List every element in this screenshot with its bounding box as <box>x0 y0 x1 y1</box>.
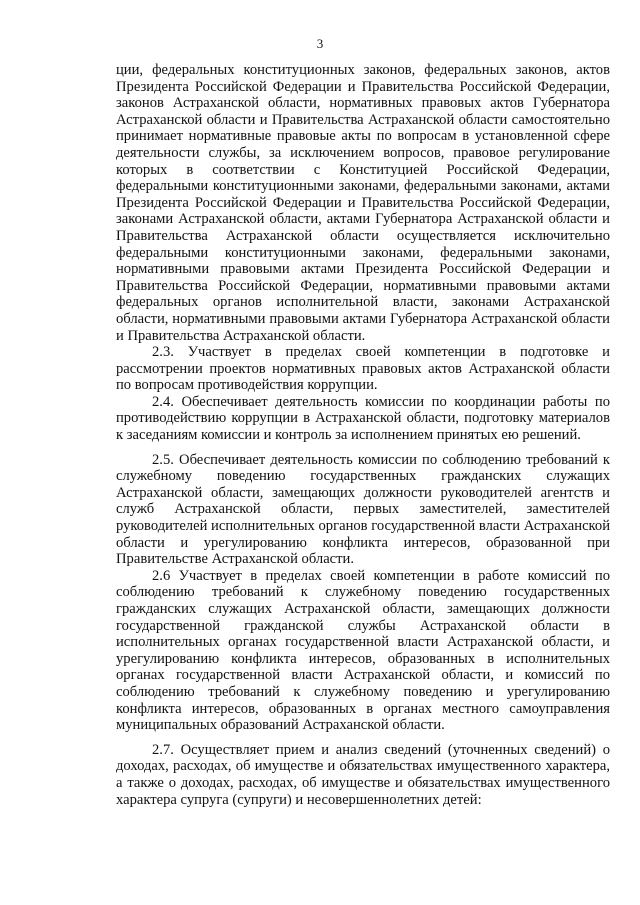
document-body <box>116 62 610 808</box>
paragraph-2-5: 2.5. Обеспечивает деятельность комиссии по соблюдению требований к служебному поведению государственных гражданских служащих Астраханской области, замещающих должности руководителей агентств и служб Астраханской области, первых заместителей, заместителей руководителей исполнительных органов государственной власти Астраханской области и урегулированию конфликта интересов, образованной при Правительстве Астраханской области. <box>116 451 610 568</box>
paragraph-2-7: 2.7. Осуществляет прием и анализ сведений (уточненных сведений) о доходах, расходах, об имуществе и обязательствах имущественного характера, а также о доходах, расходах, об имуществе и обязательствах имущественного характера супруга (супруги) и несовершеннолетних детей: <box>116 741 610 808</box>
paragraph-continuation: ции, федеральных конституционных законов, федеральных законов, актов Президента Российской Федерации и Правительства Российской Федерации, законов Астраханской области, нормативных правовых актов Губернатора Астраханской области и Правительства Астраханской области самостоятельно принимает нормативные правовые акты по вопросам в установленной сфере деятельности службы, за исключением вопросов, правовое регулирование которых в соответствии с Конституцией Российской Федерации, федеральными конституционными законами, федеральными законами, актами Президента Российской Федерации и Правительства Российской Федерации, законами Астраханской области, актами Губернатора Астраханской области и Правительства Астраханской области осуществляется исключительно федеральными конституционными законами, федеральными законами, нормативными правовыми актами Президента Российской Федерации и Правительства Российской Федерации, нормативными правовыми актами федеральных органов исполнительной власти, законами Астраханской области, нормативными правовыми актами Губернатора Астраханской области и Правительства Астраханской области. <box>116 62 610 344</box>
paragraph-2-4: 2.4. Обеспечивает деятельность комиссии по координации работы по противодействию коррупции в Астраханской области, подготовку материалов к заседаниям комиссии и контроль за исполнением принятых ею решений. <box>116 393 610 444</box>
paragraph-2-6: 2.6 Участвует в пределах своей компетенции в работе комиссий по соблюдению требований к служебному поведению государственных гражданских служащих Астраханской области, замещающих должности государственной гражданской службы Астраханской области в исполнительных органах государственной власти Астраханской области, и урегулированию конфликта интересов, образованных в исполнительных органах государственной власти Астраханской области, и комиссий по соблюдению требований к служебному поведению и урегулированию конфликта интересов, образованных в органах местного самоуправления муниципальных образований Астраханской области. <box>116 567 610 734</box>
paragraph-2-3: 2.3. Участвует в пределах своей компетенции в подготовке и рассмотрении проектов нормативных правовых актов Астраханской области по вопросам противодействия коррупции. <box>116 344 610 394</box>
page-number: 3 <box>316 36 324 51</box>
